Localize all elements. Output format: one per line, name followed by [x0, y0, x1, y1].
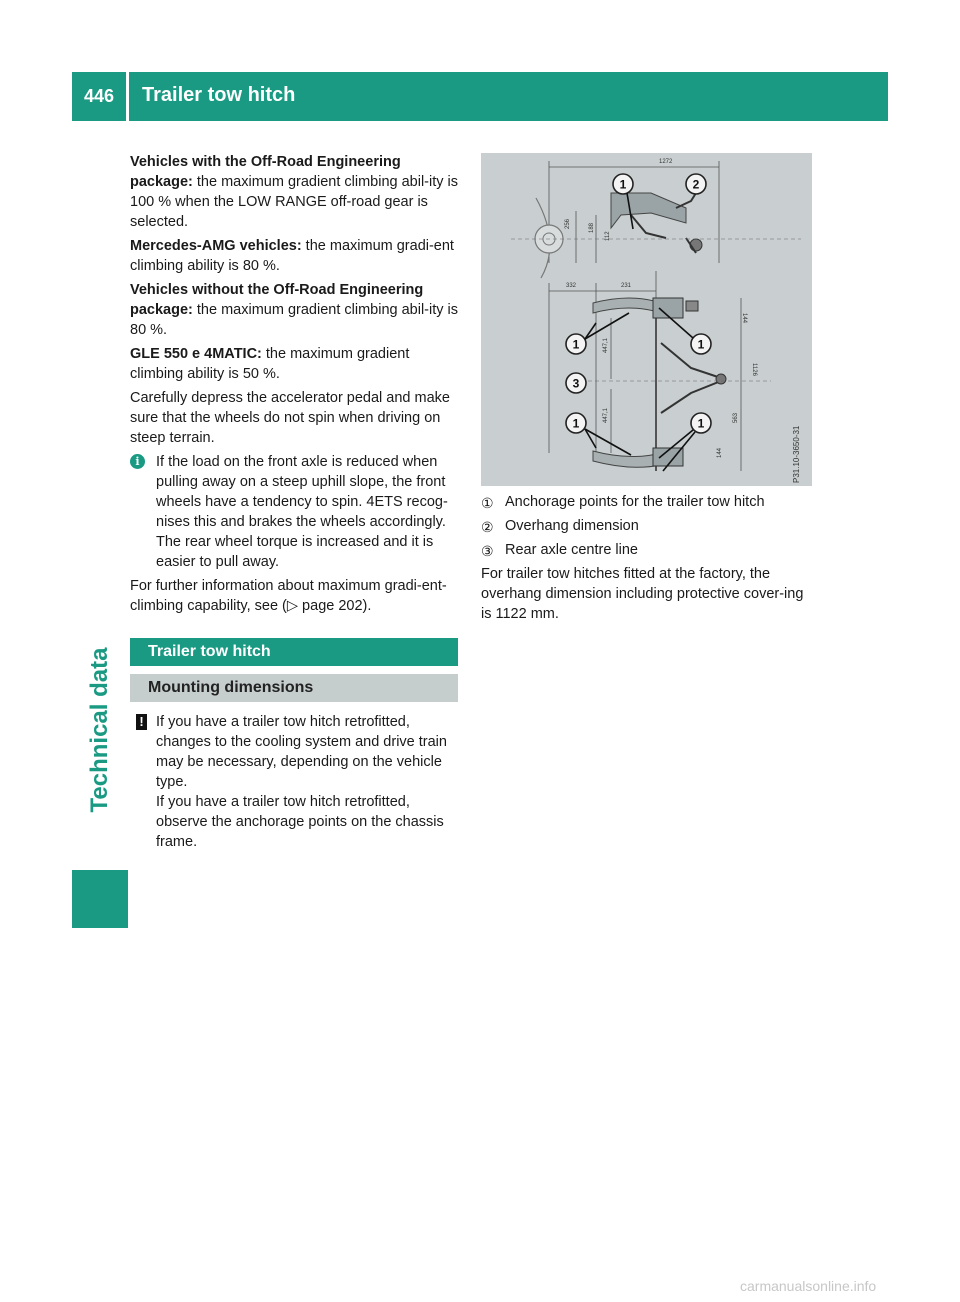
section-title	[130, 638, 458, 666]
paragraph-amg	[130, 236, 460, 276]
side-section-text: Technical data	[86, 647, 113, 813]
info-icon: i	[130, 454, 145, 469]
paragraph-gle	[130, 344, 460, 384]
paragraph-text: the maximum gradient climbing ability is 50 %.	[130, 346, 410, 382]
callout-label: 1	[572, 416, 580, 431]
right-column	[481, 492, 813, 628]
legend-text: Anchorage points for the trailer tow hitch	[505, 494, 765, 510]
hitch-top-arm	[661, 343, 721, 378]
dim-label: 188	[589, 222, 595, 233]
legend-number: ③	[481, 543, 494, 559]
left-column	[130, 152, 460, 620]
paragraph-text: the maximum gradi-ent climbing ability is 80 %.	[130, 238, 454, 274]
dim-label: 447,1	[603, 407, 609, 423]
legend-item	[481, 492, 813, 512]
hitch-side-body	[611, 193, 686, 228]
dim-label: 144	[741, 313, 747, 324]
crossmember-top	[593, 298, 661, 313]
legend-item	[481, 540, 813, 560]
dim-label: 144	[717, 447, 723, 458]
callout-leader	[585, 313, 629, 339]
socket	[686, 301, 698, 311]
page-title: Trailer tow hitch	[142, 84, 296, 106]
dim-label: 332	[566, 283, 577, 289]
page-number: 446	[84, 86, 115, 106]
paragraph-offroad	[130, 152, 460, 232]
dim-label: 231	[621, 283, 632, 289]
subsection-title	[130, 674, 458, 702]
overhang-paragraph: For trailer tow hitches fitted at the factory, the overhang dimension including protective cover-ing is 1122 mm.	[481, 566, 804, 622]
callout-label: 1	[697, 337, 705, 352]
dim-label: 563	[733, 412, 739, 423]
dim-label: 256	[565, 218, 571, 229]
legend-item	[481, 516, 813, 536]
legend-number: ②	[481, 519, 494, 535]
figure-code: P31.10-3650-31	[792, 425, 801, 483]
info-note-text: If the load on the front axle is reduced when pulling away on a steep uphill slope, the front wheels have a tendency to spin. 4ETS recog-nises this and brakes the wheels accordingly. The rear wheel torque is increased and it is easier to pull away.	[156, 454, 448, 570]
mounting-dimensions-diagram	[481, 153, 812, 486]
paragraph-text: the maximum gradient climbing abil-ity is 80 %.	[130, 302, 458, 338]
warning-block	[130, 712, 462, 852]
footer-watermark: carmanualsonline.info	[740, 1278, 877, 1294]
callout-label: 2	[692, 177, 700, 192]
callout-label: 1	[619, 177, 627, 192]
info-note	[130, 452, 460, 572]
warning-text-1: If you have a trailer tow hitch retrofitted, changes to the cooling system and drive train may be necessary, depending on the vehicle type.	[156, 714, 447, 790]
dim-label: 447,1	[603, 337, 609, 353]
callout-label: 1	[697, 416, 705, 431]
paragraph-further-info: For further information about maximum gradi-ent-climbing capability, see (▷ page 202).	[130, 578, 447, 614]
warning-text-2: If you have a trailer tow hitch retrofitted, observe the anchorage points on the chassis frame.	[156, 794, 444, 850]
side-tab-marker	[72, 870, 128, 928]
paragraph-no-offroad	[130, 280, 460, 340]
legend-text: Rear axle centre line	[505, 542, 638, 558]
section-title-text: Trailer tow hitch	[148, 643, 271, 660]
paragraph-text: the maximum gradient climbing abil-ity is 100 % when the LOW RANGE off-road gear is selected.	[130, 174, 458, 230]
callout-label: 3	[572, 376, 580, 391]
dim-label: 1126	[751, 363, 757, 376]
hitch-top-arm	[661, 381, 721, 413]
side-section-label	[72, 600, 128, 860]
legend-text: Overhang dimension	[505, 518, 639, 534]
bold-label: Vehicles without the Off-Road Engineering package:	[130, 282, 424, 318]
bold-label: GLE 550 e 4MATIC:	[130, 346, 262, 362]
diagram-svg	[481, 153, 812, 486]
dim-label: 1272	[659, 159, 673, 165]
dim-label: 112	[605, 231, 611, 241]
warning-icon: !	[136, 714, 147, 730]
hitch-arm	[631, 215, 666, 238]
callout-label: 1	[572, 337, 580, 352]
subsection-title-text: Mounting dimensions	[148, 679, 314, 696]
warning-note	[130, 712, 462, 852]
hitch-mount	[676, 193, 696, 208]
header-separator	[126, 72, 129, 121]
page-header	[72, 72, 888, 121]
bold-label: Mercedes-AMG vehicles:	[130, 238, 302, 254]
legend-number: ①	[481, 495, 494, 511]
tow-ball-top	[716, 374, 726, 384]
paragraph-accelerator: Carefully depress the accelerator pedal and make sure that the wheels do not spin when driving on steep terrain.	[130, 390, 450, 446]
bold-label: Vehicles with the Off-Road Engineering package:	[130, 154, 401, 190]
